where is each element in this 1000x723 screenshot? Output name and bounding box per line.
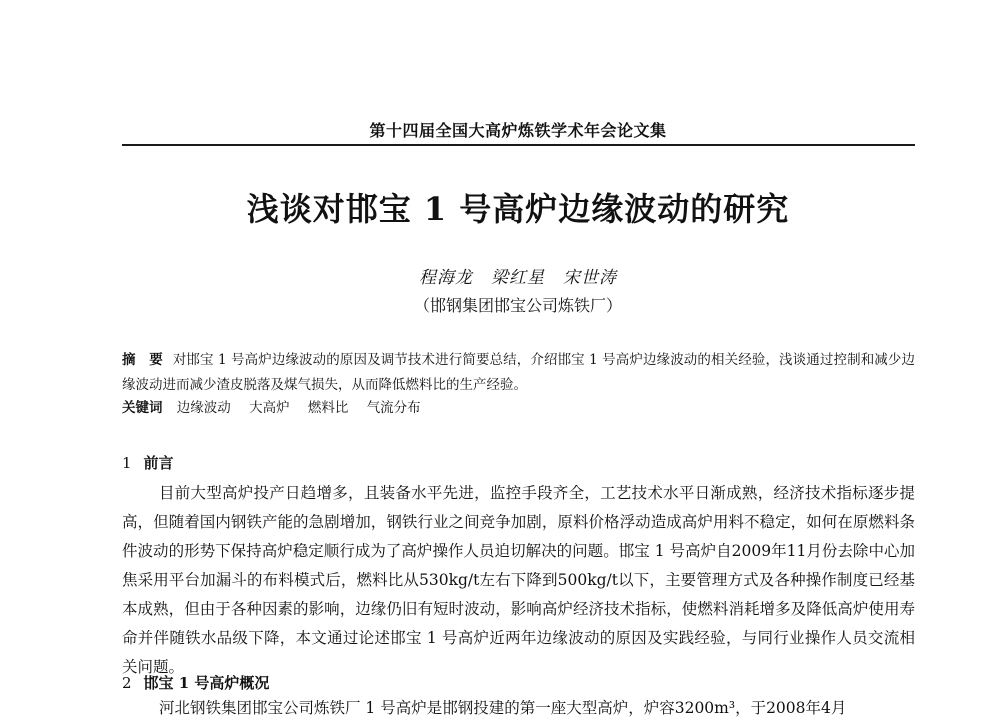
- abstract-label: 摘 要: [122, 352, 163, 368]
- section-title: 邯宝 1 号高炉概况: [143, 674, 270, 692]
- body-paragraph: 目前大型高炉投产日趋增多，且装备水平先进，监控手段齐全，工艺技术水平日渐成熟，经济技术指标逐步提高，但随着国内钢铁产能的急剧增加，钢铁行业之间竞争加剧，原料价格浮动造成高炉用料不稳定，如何在原燃料条件波动的形势下保持高炉稳定顺行成为了高炉操作人员迫切解决的问题。邯宝 1 号高炉自2009年11月份去除中心加焦采用平台加漏斗的布料模式后，燃料比从530kg/t左右下降到500kg/t以下，主要管理方式及各种操作制度已经基本成熟，但由于各种因素的影响，边缘仍旧有短时波动，影响高炉经济技术指标，使燃料消耗增多及降低高炉使用寿命并伴随铁水品级下降，本文通过论述邯宝 1 号高炉近两年边缘波动的原因及实践经验，与同行业操作人员交流相关问题。: [122, 484, 915, 676]
- keyword: 边缘波动: [176, 400, 231, 416]
- body-paragraph: 河北钢铁集团邯宝公司炼铁厂 1 号高炉是邯钢投建的第一座大型高炉，炉容3200m³，于2008年4月: [159, 699, 847, 717]
- keyword: 大高炉: [249, 400, 290, 416]
- keyword: 气流分布: [366, 400, 421, 416]
- section-heading: [122, 672, 269, 693]
- section-title: 前言: [143, 454, 174, 472]
- paper-authors: 程海龙 梁红星 宋世涛: [419, 268, 617, 288]
- keywords: [122, 398, 915, 418]
- section-heading: [122, 452, 174, 473]
- section-number: 1: [122, 454, 132, 472]
- abstract: [122, 348, 915, 398]
- header-rule: [122, 144, 915, 146]
- section-number: 2: [122, 674, 132, 692]
- journal-header: 第十四届全国大高炉炼铁学术年会论文集: [369, 121, 667, 140]
- abstract-text: 对邯宝 1 号高炉边缘波动的原因及调节技术进行简要总结，介绍邯宝 1 号高炉边缘波动的相关经验，浅谈通过控制和减少边缘波动进而减少渣皮脱落及煤气损失，从而降低燃料比的生产经验。: [122, 352, 916, 393]
- paper-affiliation: （邯钢集团邯宝公司炼铁厂）: [413, 296, 622, 315]
- paper-title: 浅谈对邯宝 1 号高炉边缘波动的研究: [246, 190, 790, 228]
- keywords-label: 关键词: [122, 400, 163, 416]
- keyword: 燃料比: [307, 400, 349, 416]
